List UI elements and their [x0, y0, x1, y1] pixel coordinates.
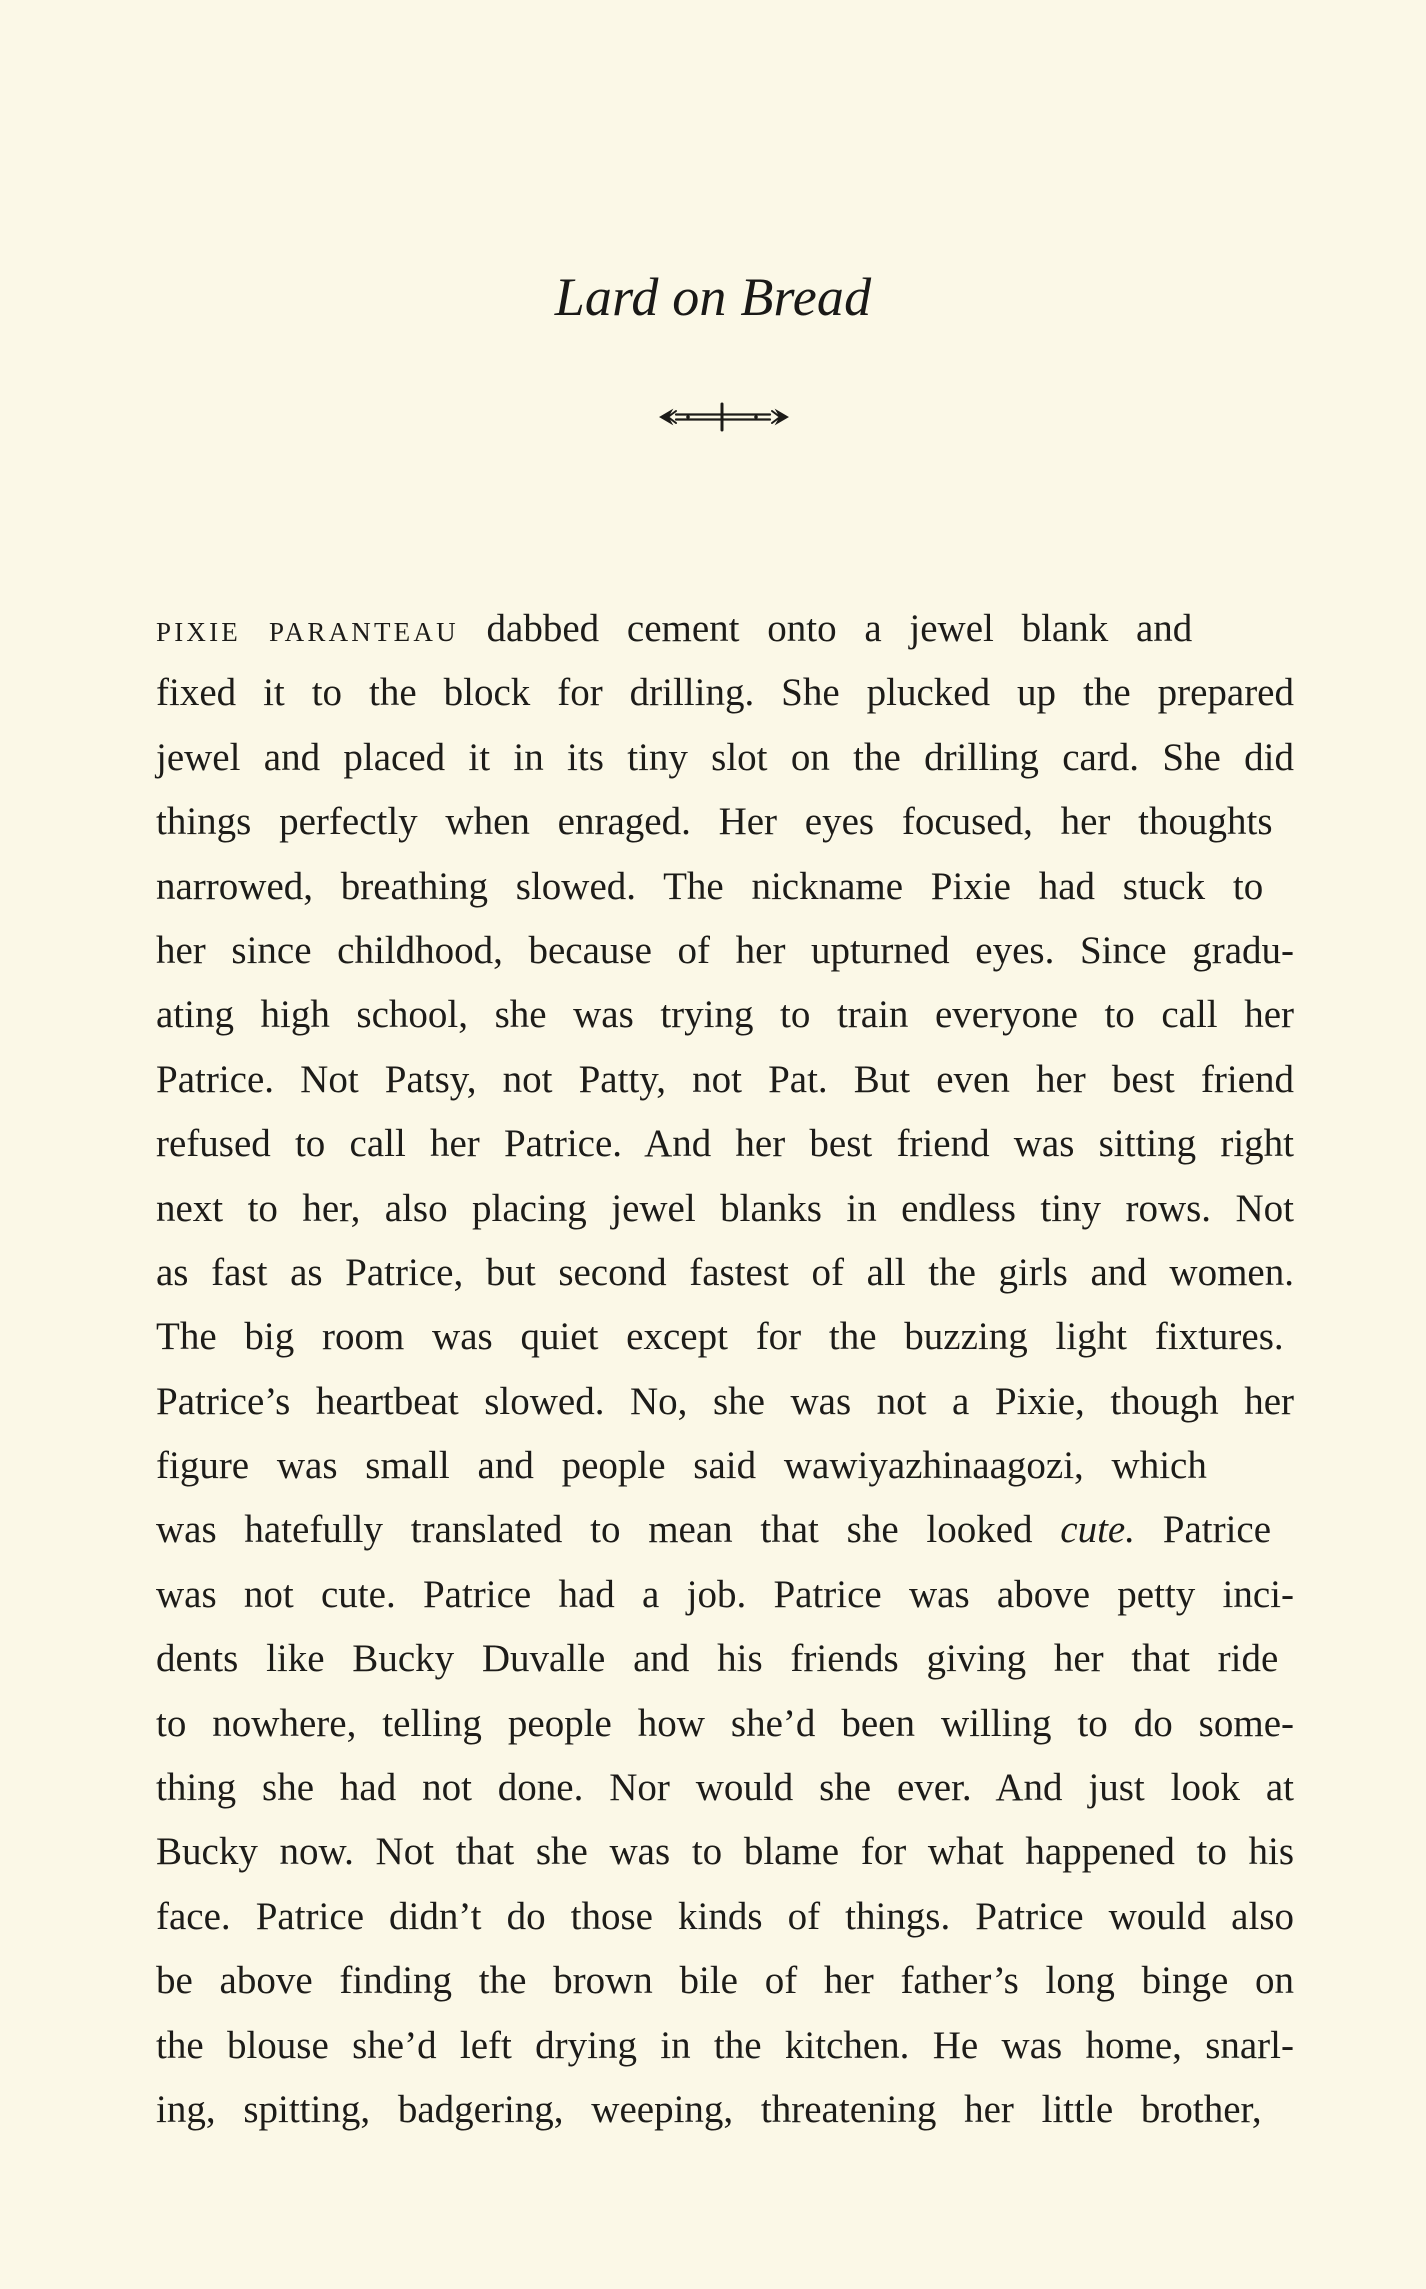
- text-line-7: ating high school, she was trying to train everyone to call her: [156, 993, 1294, 1037]
- text-line-20: Bucky now. Not that she was to blame for what happened to his: [156, 1830, 1294, 1874]
- text-line-9: refused to call her Patrice. And her best friend was sitting right: [156, 1122, 1294, 1166]
- chapter-title: Lard on Bread: [554, 267, 872, 327]
- text-line-13: Patrice’s heartbeat slowed. No, she was not a Pixie, though her: [156, 1379, 1294, 1423]
- text-line-15: was hatefully translated to mean that she looked cute. Patrice: [156, 1508, 1272, 1552]
- text-line-3: jewel and placed it in its tiny slot on the drilling card. She did: [156, 735, 1294, 779]
- text-line-4: things perfectly when enraged. Her eyes focused, her thoughts: [156, 800, 1273, 844]
- text-line-17: dents like Bucky Duvalle and his friends giving her that ride: [156, 1637, 1279, 1681]
- text-line-18: to nowhere, telling people how she’d been willing to do some-: [156, 1701, 1294, 1745]
- text-line-14: figure was small and people said wawiyazhinaagozi, which: [156, 1444, 1207, 1488]
- text-line-11: as fast as Patrice, but second fastest of all the girls and women.: [156, 1250, 1294, 1294]
- text-line-2: fixed it to the block for drilling. She plucked up the prepared: [156, 671, 1294, 715]
- text-line-12: The big room was quiet except for the buzzing light fixtures.: [156, 1315, 1284, 1359]
- ornamental-divider-icon: [658, 400, 790, 434]
- text-line-23: the blouse she’d left drying in the kitchen. He was home, snarl-: [156, 2023, 1294, 2067]
- opening-smallcaps: PIXIE PARANTEAU: [156, 617, 459, 647]
- text-line-24: ing, spitting, badgering, weeping, threatening her little brother,: [156, 2087, 1262, 2131]
- body-paragraph: [156, 597, 1294, 2142]
- text-line-16: was not cute. Patrice had a job. Patrice was above petty inci-: [156, 1572, 1294, 1616]
- text-line-1: PIXIE PARANTEAU dabbed cement onto a jewel blank and: [156, 607, 1193, 650]
- italic-word: cute.: [1060, 1508, 1135, 1552]
- text-line-10: next to her, also placing jewel blanks in endless tiny rows. Not: [156, 1186, 1294, 1230]
- text-line-8: Patrice. Not Patsy, not Patty, not Pat. But even her best friend: [156, 1057, 1294, 1101]
- text-line-19: thing she had not done. Nor would she ever. And just look at: [156, 1766, 1294, 1810]
- text-line-5: narrowed, breathing slowed. The nickname Pixie had stuck to: [156, 864, 1264, 908]
- text-line-6: her since childhood, because of her upturned eyes. Since gradu-: [156, 928, 1294, 972]
- text-line-21: face. Patrice didn’t do those kinds of things. Patrice would also: [156, 1894, 1294, 1938]
- text-line-22: be above finding the brown bile of her father’s long binge on: [156, 1959, 1294, 2003]
